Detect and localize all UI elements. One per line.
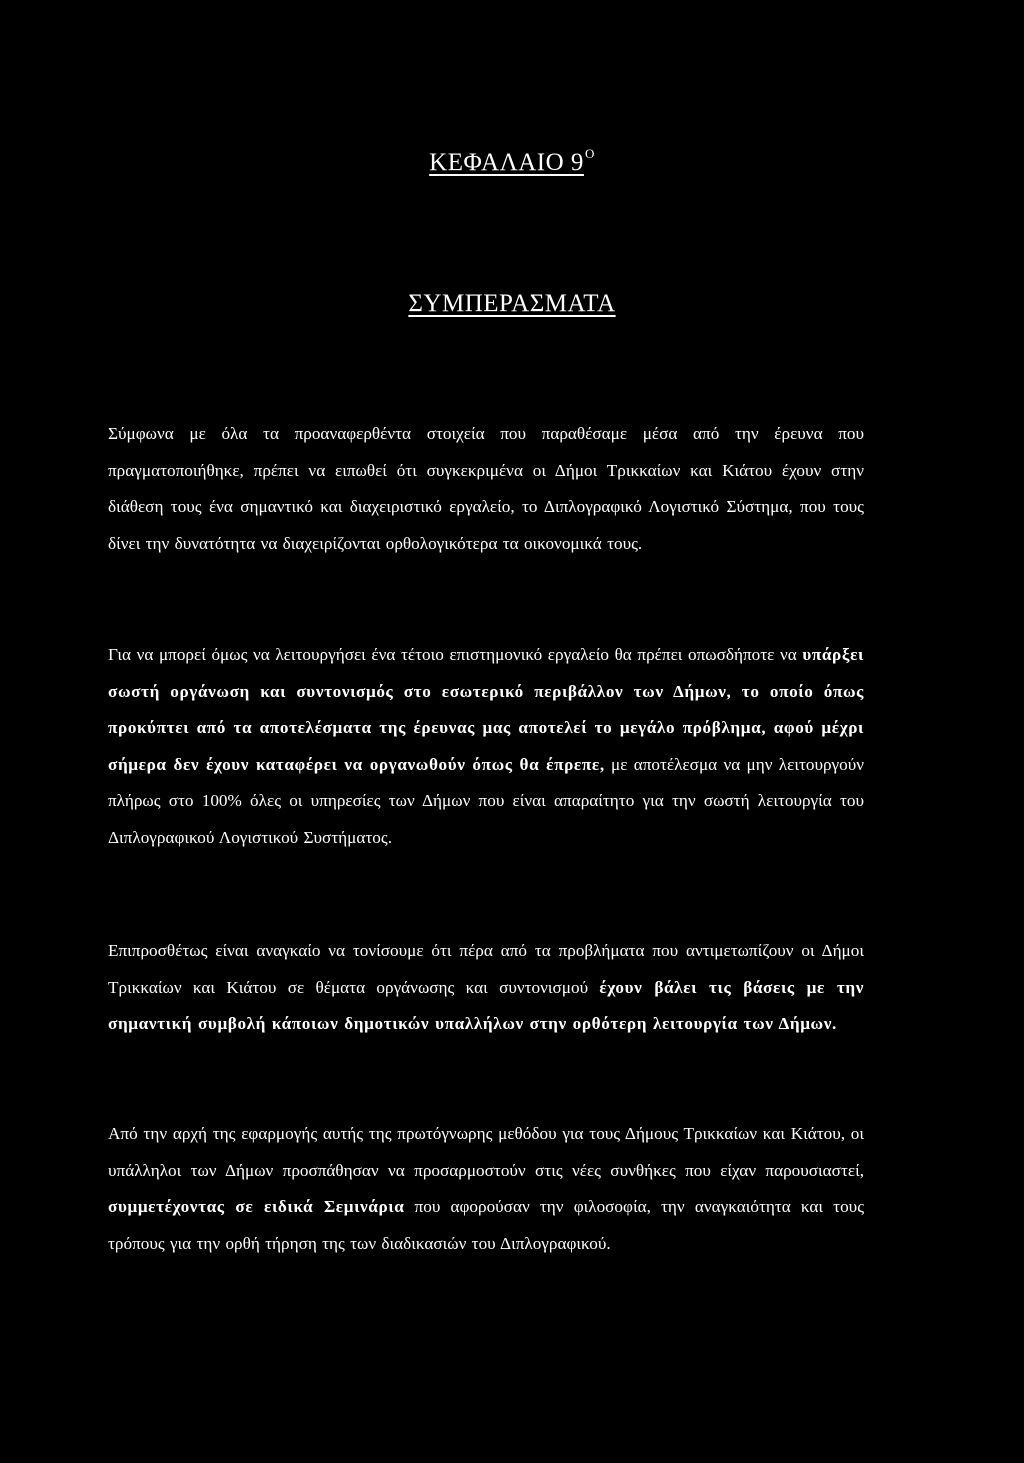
chapter-heading-superscript: Ο xyxy=(584,146,595,161)
paragraph-bold-text: υπάρξει σωστή οργάνωση και συντονισμός στο εσωτερικό περιβάλλον των Δήμων, το οποίο όπως προκύπτει από τα αποτελέσματα της έρευνας μας αποτελεί το μεγάλο πρόβλημα, αφού μέχρι σήμερα δεν έχουν καταφέρει να οργανωθούν όπως θα έπρεπε, xyxy=(108,645,864,774)
paragraph-bold-text: συμμετέχοντας σε ειδικά Σεμινάρια xyxy=(108,1197,405,1216)
paragraph-bold-text: έχουν βάλει τις βάσεις με την σημαντική συμβολή κάποιων δημοτικών υπαλλήλων στην ορθότερη λειτουργία των Δήμων. xyxy=(108,977,864,1033)
paragraph-4 xyxy=(108,1116,864,1262)
paragraph-text: Σύμφωνα με όλα τα προαναφερθέντα στοιχεία που παραθέσαμε μέσα από την έρευνα που πραγματοποιήθηκε, πρέπει να ειπωθεί ότι συγκεκριμένα οι Δήμοι Τρικκαίων και Κιάτου έχουν στην διάθεση τους ένα σημαντικό και διαχειριστικό εργαλείο, το Διπλογραφικό Λογιστικό Σύστημα, που τους δίνει την δυνατότητα να διαχειρίζονται ορθολογικότερα τα οικονομικά τους. xyxy=(108,424,864,553)
paragraph-1 xyxy=(108,416,864,562)
paragraph-text: με αποτέλεσμα να μην λειτουργούν πλήρως στο 100% όλες οι υπηρεσίες των Δήμων που είναι απαραίτητο για την σωστή λειτουργία του Διπλογραφικού Λογιστικού Συστήματος. xyxy=(108,754,865,847)
paragraph-3 xyxy=(108,933,864,1043)
section-heading: ΣΥΜΠΕΡΑΣΜΑΤΑ xyxy=(408,290,616,317)
paragraph-text: που αφορούσαν την φιλοσοφία, την αναγκαιότητα και τους τρόπους για την ορθή τήρηση της των διαδικασιών του Διπλογραφικού. xyxy=(108,1197,865,1253)
paragraph-text: Επιπροσθέτως είναι αναγκαίο να τονίσουμε ότι πέρα από τα προβλήματα που αντιμετωπίζουν οι Δήμοι Τρικκαίων και Κιάτου σε θέματα οργάνωσης και συντονισμού xyxy=(108,941,864,997)
paragraph-2 xyxy=(108,637,864,856)
chapter-heading-text: ΚΕΦΑΛΑΙΟ 9 xyxy=(429,149,584,176)
paragraph-text: Από την αρχή της εφαρμογής αυτής της πρωτόγνωρης μεθόδου για τους Δήμους Τρικκαίων και Κιάτου, οι υπάλληλοι των Δήμων προσπάθησαν να προσαρμοστούν στις νέες συνθήκες που είχαν παρουσιαστεί, xyxy=(108,1124,864,1180)
paragraph-text: Για να μπορεί όμως να λειτουργήσει ένα τέτοιο επιστημονικό εργαλείο θα πρέπει οπωσδήποτε να xyxy=(108,645,803,664)
chapter-heading xyxy=(0,146,1024,177)
